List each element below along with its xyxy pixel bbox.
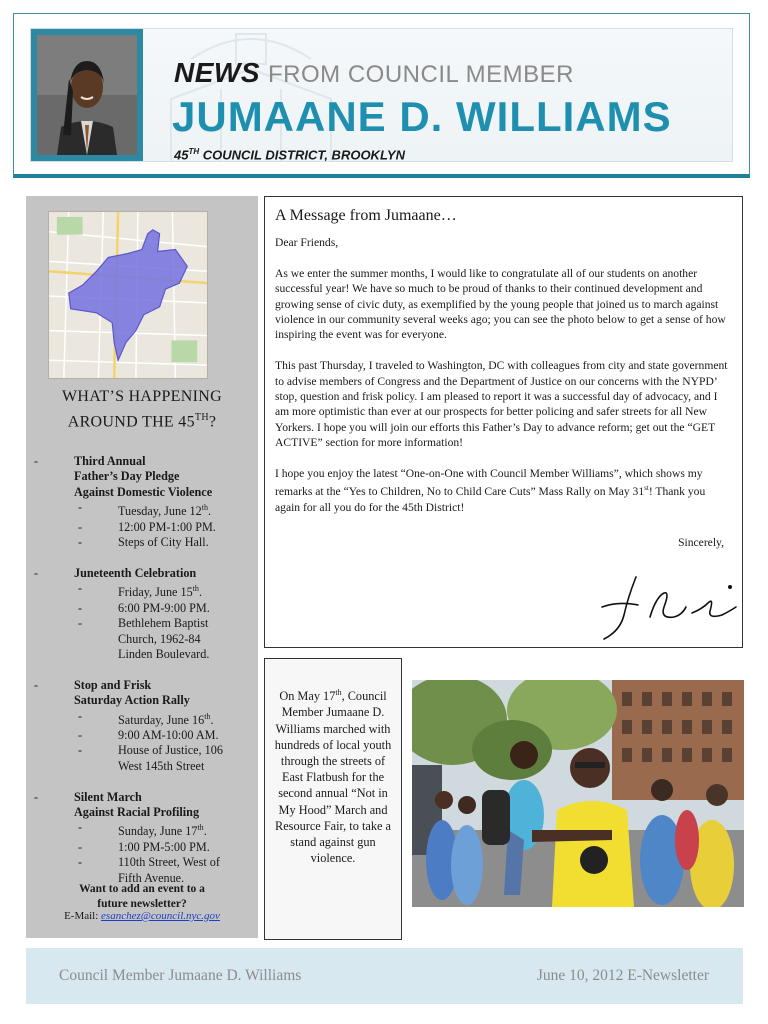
contact-email-row (26, 910, 258, 922)
bullet-dash: - (78, 535, 83, 550)
event-time (34, 520, 256, 535)
event-time-text: 12:00 PM-1:00 PM. (118, 519, 216, 534)
event-title-line: Father’s Day Pledge (74, 469, 180, 484)
event-date-value: Friday, June 15 (118, 585, 193, 600)
bullet-dash: - (78, 820, 83, 835)
event-date (34, 500, 256, 519)
event-item (34, 566, 256, 663)
sidebar-title (26, 386, 258, 432)
event-time-text: 9:00 AM-10:00 AM. (118, 728, 219, 743)
message-body (275, 235, 732, 515)
message-from-jumaane (264, 196, 743, 648)
message-greeting: Dear Friends, (275, 236, 339, 249)
event-date-text (118, 709, 213, 728)
bullet-dash: - (78, 743, 83, 758)
event-date (34, 709, 256, 728)
bullet-dash: - (34, 565, 39, 580)
contact-email-link[interactable]: esanchez@council.nyc.gov (101, 910, 220, 922)
event-location-line: Fifth Avenue. (118, 870, 185, 885)
event-title-row (34, 566, 256, 581)
event-location (34, 743, 256, 774)
bullet-dash: - (34, 454, 39, 468)
event-date-period: . (203, 824, 207, 839)
events-sidebar (26, 196, 258, 938)
district-ordinal: TH (188, 147, 200, 156)
event-date-period: . (207, 504, 212, 519)
event-location-line: Linden Boulevard. (118, 646, 210, 661)
sidebar-title-post: ? (208, 413, 217, 431)
event-date (34, 581, 256, 600)
event-title-row (34, 454, 256, 500)
event-time (34, 601, 256, 616)
council-member-photo (37, 35, 137, 155)
event-title (74, 566, 196, 581)
events-list (34, 454, 256, 902)
signature-icon (598, 567, 740, 643)
bullet-dash: - (78, 500, 83, 515)
masthead-council-member-name: JUMAANE D. WILLIAMS (172, 93, 672, 140)
message-paragraph-3-end: ! Thank you again for all you do for the 45th District! (275, 485, 706, 514)
event-title-line: Stop and Frisk (74, 677, 152, 692)
event-date-period: . (210, 712, 214, 727)
event-title-line: Third Annual (74, 454, 146, 468)
not-in-my-hood-march-photo (412, 680, 744, 907)
event-location-line: House of Justice, 106 (118, 743, 223, 758)
add-event-prompt (26, 882, 258, 912)
event-item (34, 454, 256, 551)
sidebar-title-sup: TH (194, 412, 209, 423)
event-time-text: 1:00 PM-5:00 PM. (118, 839, 210, 854)
event-title (74, 790, 199, 821)
event-location-text (118, 535, 209, 550)
email-label: E-Mail: (64, 910, 102, 922)
sidebar-title-line1: WHAT’S HAPPENING (62, 388, 222, 405)
sidebar-title-pre: AROUND THE 45 (67, 413, 195, 431)
bullet-dash: - (78, 600, 83, 615)
event-date-text (118, 500, 211, 519)
message-paragraph-3-ordinal: st (644, 484, 649, 493)
event-date-period: . (198, 585, 202, 600)
event-title-row (34, 790, 256, 821)
caption-text: , Council Member Jumaane D. Williams marched with hundreds of local youth through the streets of East Flatbush for the second annual “Not in My Hood” March and Resource Fair, to take a stand against gun violence. (274, 689, 392, 866)
event-title-row (34, 678, 256, 709)
event-location-line: West 145th Street (118, 758, 205, 773)
masthead-news-line (174, 57, 574, 89)
event-date (34, 820, 256, 839)
add-event-line2: future newsletter? (97, 898, 187, 910)
bullet-dash: - (78, 581, 83, 596)
event-date-text (118, 820, 207, 839)
masthead-news-word: NEWS (174, 57, 260, 88)
district-text: COUNCIL DISTRICT, BROOKLYN (202, 147, 405, 162)
event-location (34, 616, 256, 662)
message-paragraph-1: As we enter the summer months, I would like to congratulate all of our students on another successful year! We have so much to be proud of thanks to their continued development and growing sense of civic duty, as exemplified by the young people that joined us to march against violence in our community several weeks ago; you can see the photo below to get a sense of how inspiring the event was for everyone. (275, 266, 726, 342)
event-location-line: Steps of City Hall. (118, 535, 209, 550)
masthead (13, 13, 750, 178)
council-member-photo-frame (31, 29, 143, 161)
caption-start: On May 17 (279, 689, 336, 704)
event-title-line: Saturday Action Rally (74, 693, 190, 708)
event-item (34, 678, 256, 775)
add-event-line1: Want to add an event to a (79, 883, 205, 895)
event-date-ordinal: th (201, 503, 208, 513)
sidebar-title-line2 (26, 407, 258, 432)
message-closing: Sincerely, (678, 536, 724, 549)
event-date-text (118, 581, 202, 600)
event-location-text (118, 743, 223, 774)
masthead-news-rest: FROM COUNCIL MEMBER (268, 61, 574, 88)
bullet-dash: - (78, 616, 83, 631)
event-location-line: Bethlehem Baptist (118, 616, 209, 631)
event-date-value: Sunday, June 17 (118, 824, 198, 839)
event-title-line: Against Domestic Violence (74, 484, 213, 499)
footer-council-member: Council Member Jumaane D. Williams (59, 967, 302, 984)
district-map (48, 211, 208, 379)
bullet-dash: - (78, 839, 83, 854)
message-paragraph-3 (275, 466, 732, 515)
event-time (34, 728, 256, 743)
message-paragraph-3-text: I hope you enjoy the latest “One-on-One with Council Member Williams”, which shows my remarks at the “Yes to Children, No to Child Care Cuts” Mass Rally on May 31 (275, 467, 703, 499)
event-date-ordinal: th (204, 711, 211, 721)
masthead-banner (30, 28, 733, 162)
district-number: 45 (174, 147, 189, 162)
message-title: A Message from Jumaane… (275, 207, 457, 224)
event-time (34, 840, 256, 855)
bullet-dash: - (78, 708, 83, 723)
event-time-text: 6:00 PM-9:00 PM. (118, 600, 210, 615)
event-date-ordinal: th (192, 584, 199, 594)
event-title (74, 454, 212, 500)
bullet-dash: - (78, 855, 83, 870)
event-title (74, 678, 190, 709)
footer-newsletter-date: June 10, 2012 E-Newsletter (536, 967, 709, 984)
newsletter-footer (26, 948, 743, 1004)
message-paragraph-2: This past Thursday, I traveled to Washington, DC with colleagues from city and state government to advise members of Congress and the Department of Justice on our concerns with the NYPD’ stop, question and frisk policy. I am pleased to report it was a successful day of advocacy, and I am more optimistic than ever at our prospects for better policing and safer streets for all New Yorkers. I hope you will join our efforts this Father’s Day to advance reform; get out the “GET ACTIVE” section for more information! (275, 359, 728, 450)
event-date-value: Saturday, June 16 (118, 712, 205, 727)
event-location-line: 110th Street, West of (118, 855, 220, 870)
event-location-line: Church, 1962-84 (118, 631, 201, 646)
bullet-dash: - (78, 519, 83, 534)
bullet-dash: - (78, 728, 83, 743)
event-title-line: Against Racial Profiling (74, 805, 200, 820)
event-location (34, 535, 256, 550)
masthead-district (174, 147, 405, 162)
event-item (34, 790, 256, 887)
event-location-text (118, 616, 209, 662)
event-date-value: Tuesday, June 12 (118, 504, 202, 519)
march-photo-caption (264, 658, 402, 940)
event-title-line: Silent March (74, 789, 142, 804)
caption-ordinal: th (335, 688, 342, 697)
event-title-line: Juneteenth Celebration (74, 565, 197, 580)
bullet-dash: - (34, 677, 39, 692)
bullet-dash: - (34, 789, 39, 804)
event-date-ordinal: th (197, 823, 204, 833)
